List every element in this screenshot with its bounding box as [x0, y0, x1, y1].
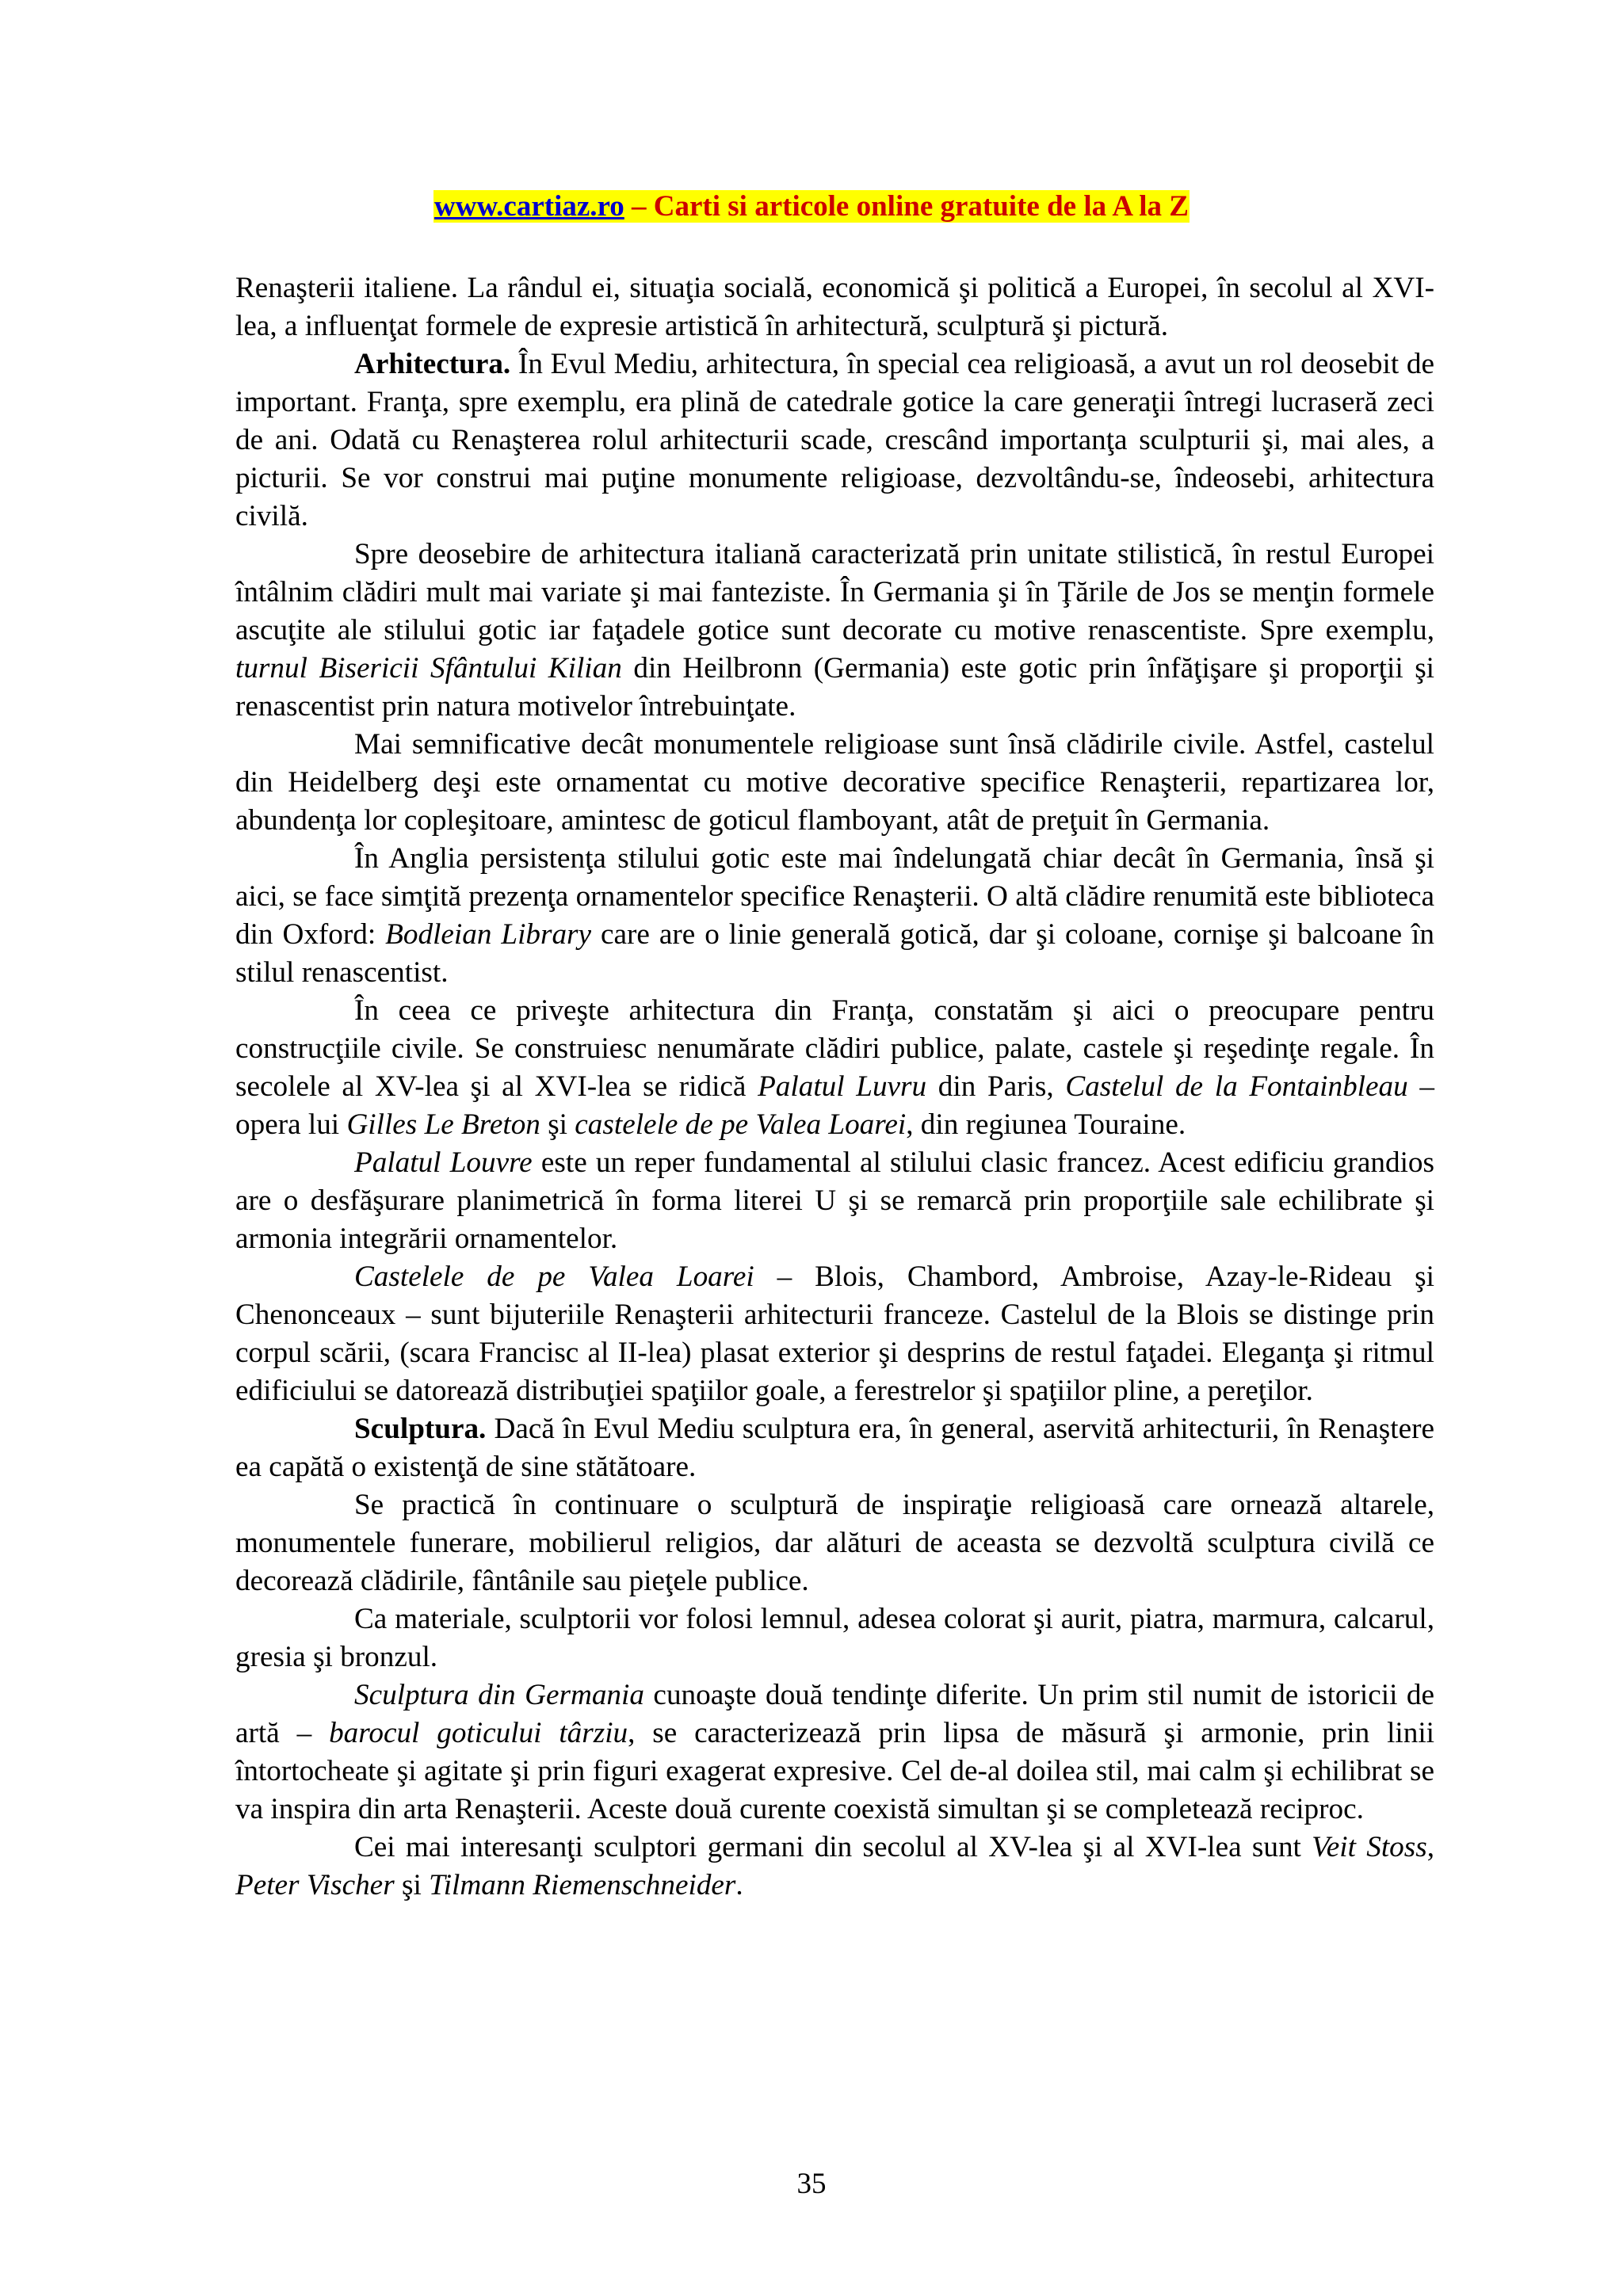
italic-term: castelele de pe Valea Loarei	[575, 1108, 907, 1141]
paragraph-text: din Heilbronn (Germania) este gotic prin înfăţişare şi proporţii şi renascentist prin natura motivelor întrebuinţate.	[235, 652, 1434, 723]
paragraph	[235, 1486, 1434, 1600]
paragraph	[235, 345, 1434, 536]
paragraph-text: .	[735, 1869, 743, 1901]
italic-term: barocul goticului târziu	[329, 1717, 628, 1749]
paragraph	[235, 992, 1434, 1144]
paragraph-text: Renaşterii italiene. La rândul ei, situaţia socială, economică şi politică a Europei, în secolul al XVI-lea, a influenţat formele de expresie artistică în arhitectură, sculptură şi pictură.	[235, 272, 1434, 342]
paragraph-text: Se practică în continuare o sculptură de inspiraţie religioasă care ornează altarele, monumentele funerare, mobilierul religios, dar alături de aceasta se dezvoltă sculptura civilă ce decorează clădirile, fântânile sau pieţele publice.	[235, 1489, 1434, 1597]
page-number: 35	[796, 2168, 827, 2200]
paragraph-text: Dacă în Evul Mediu sculptura era, în general, aservită arhitecturii, în Renaştere ea capătă o existenţă de sine stătătoare.	[235, 1413, 1434, 1483]
section-heading: Arhitectura.	[354, 348, 511, 380]
paragraph-text: din Paris,	[926, 1070, 1066, 1103]
paragraph	[235, 1829, 1434, 1905]
paragraph-text: , se caracterizează prin lipsa de măsură şi armonie, prin linii întortocheate şi agitate şi prin figuri exagerat expresive. Cel de-al doilea stil, mai calm şi echilibrat se va inspira din arta Renaşterii. Aceste două curente coexistă simultan şi se completează reciproc.	[235, 1717, 1435, 1825]
paragraph-text: În ceea ce priveşte arhitectura din Franţa, constatăm şi aici o preocupare pentru construcţiile civile. Se construiesc nenumărate clădiri publice, palate, castele şi reşedinţe regale. În secolele al XV-lea şi al XVI-lea se ridică	[235, 994, 1434, 1103]
italic-term: Palatul Louvre	[354, 1146, 533, 1179]
header-tagline: – Carti si articole online gratuite de la A la Z	[624, 190, 1189, 223]
paragraph-text: cunoaşte două tendinţe diferite. Un prim stil numit de istoricii de artă –	[235, 1679, 1434, 1749]
italic-term: Castelele de pe Valea Loarei	[354, 1261, 754, 1293]
italic-term: Peter Vischer	[235, 1869, 395, 1901]
paragraph-text: este un reper fundamental al stilului clasic francez. Acest edificiu grandios are o desfăşurare planimetrică în forma literei U şi se remarcă prin proporţiile sale echilibrate şi armonia integrării ornamentelor.	[235, 1146, 1435, 1255]
paragraph	[235, 1144, 1434, 1258]
paragraph	[235, 536, 1434, 726]
italic-term: Tilmann Riemenschneider	[429, 1869, 736, 1901]
paragraph-text: şi	[540, 1108, 575, 1141]
paragraph	[235, 269, 1434, 345]
paragraph-text: Spre deosebire de arhitectura italiană caracterizată prin unitate stilistică, în restul Europei întâlnim clădiri mult mai variate şi mai fanteziste. În Germania şi în Ţările de Jos se menţin formele ascuţite ale stilului gotic iar faţadele gotice sunt decorate cu motive renascentiste. Spre exemplu,	[235, 538, 1434, 646]
italic-term: Palatul Luvru	[758, 1070, 927, 1103]
paragraph	[235, 1600, 1434, 1676]
paragraph-text: Ca materiale, sculptorii vor folosi lemnul, adesea colorat şi aurit, piatra, marmura, calcarul, gresia şi bronzul.	[235, 1603, 1434, 1673]
italic-term: Castelul de la Fontainbleau	[1065, 1070, 1408, 1103]
paragraph-text: care are o linie generală gotică, dar şi coloane, cornişe şi balcoane în stilul renascentist.	[235, 918, 1434, 989]
section-heading: Sculptura.	[354, 1413, 487, 1445]
italic-term: Veit Stoss	[1312, 1831, 1427, 1863]
paragraph-text: Cei mai interesanţi sculptori germani din secolul al XV-lea şi al XVI-lea sunt	[354, 1831, 1312, 1863]
italic-term: Gilles Le Breton	[346, 1108, 540, 1141]
italic-term: turnul Bisericii Sfântului Kilian	[235, 652, 622, 685]
paragraph	[235, 726, 1434, 840]
site-link[interactable]: www.cartiaz.ro	[434, 190, 624, 223]
header-highlight	[433, 190, 1190, 223]
paragraph-text: În Evul Mediu, arhitectura, în special cea religioasă, a avut un rol deosebit de important. Franţa, spre exemplu, era plină de catedrale gotice la care generaţii întregi lucraseră zeci de ani. Odată cu Renaşterea rolul arhitecturii scade, crescând importanţa sculpturii şi, mai ales, a picturii. Se vor construi mai puţine monumente religioase, dezvoltându-se, îndeosebi, arhitectura civilă.	[235, 348, 1434, 532]
document-body	[235, 269, 1434, 1905]
paragraph-text: , din regiunea Touraine.	[906, 1108, 1186, 1141]
paragraph-text: şi	[394, 1869, 430, 1901]
paragraph-text: În Anglia persistenţa stilului gotic este mai îndelungată chiar decât în Germania, însă şi aici, se face simţită prezenţa ornamentelor specifice Renaşterii. O altă clădire renumită este biblioteca din Oxford:	[235, 842, 1434, 951]
paragraph-text: – opera lui	[235, 1070, 1434, 1141]
paragraph-text: ,	[1426, 1831, 1434, 1863]
paragraph-text: Mai semnificative decât monumentele religioase sunt însă clădirile civile. Astfel, castelul din Heidelberg deşi este ornamentat cu motive decorative specifice Renaşterii, repartizarea lor, abundenţa lor copleşitoare, amintesc de goticul flamboyant, atât de preţuit în Germania.	[235, 728, 1434, 837]
paragraph	[235, 1676, 1434, 1829]
paragraph	[235, 1410, 1434, 1486]
page-header	[0, 187, 1623, 227]
paragraph	[235, 840, 1434, 992]
italic-term: Sculptura din Germania	[354, 1679, 644, 1711]
paragraph	[235, 1258, 1434, 1410]
paragraph-text: – Blois, Chambord, Ambroise, Azay-le-Rideau şi Chenonceaux – sunt bijuteriile Renaşterii arhitecturii franceze. Castelul de la Blois se distinge prin corpul scării, (scara Francisc al II-lea) plasat exterior şi desprins de restul faţadei. Eleganţa şi ritmul edificiului se datorează distribuţiei spaţiilor goale, a ferestrelor şi spaţiilor pline, a pereţilor.	[235, 1261, 1434, 1407]
italic-term: Bodleian Library	[385, 918, 592, 951]
